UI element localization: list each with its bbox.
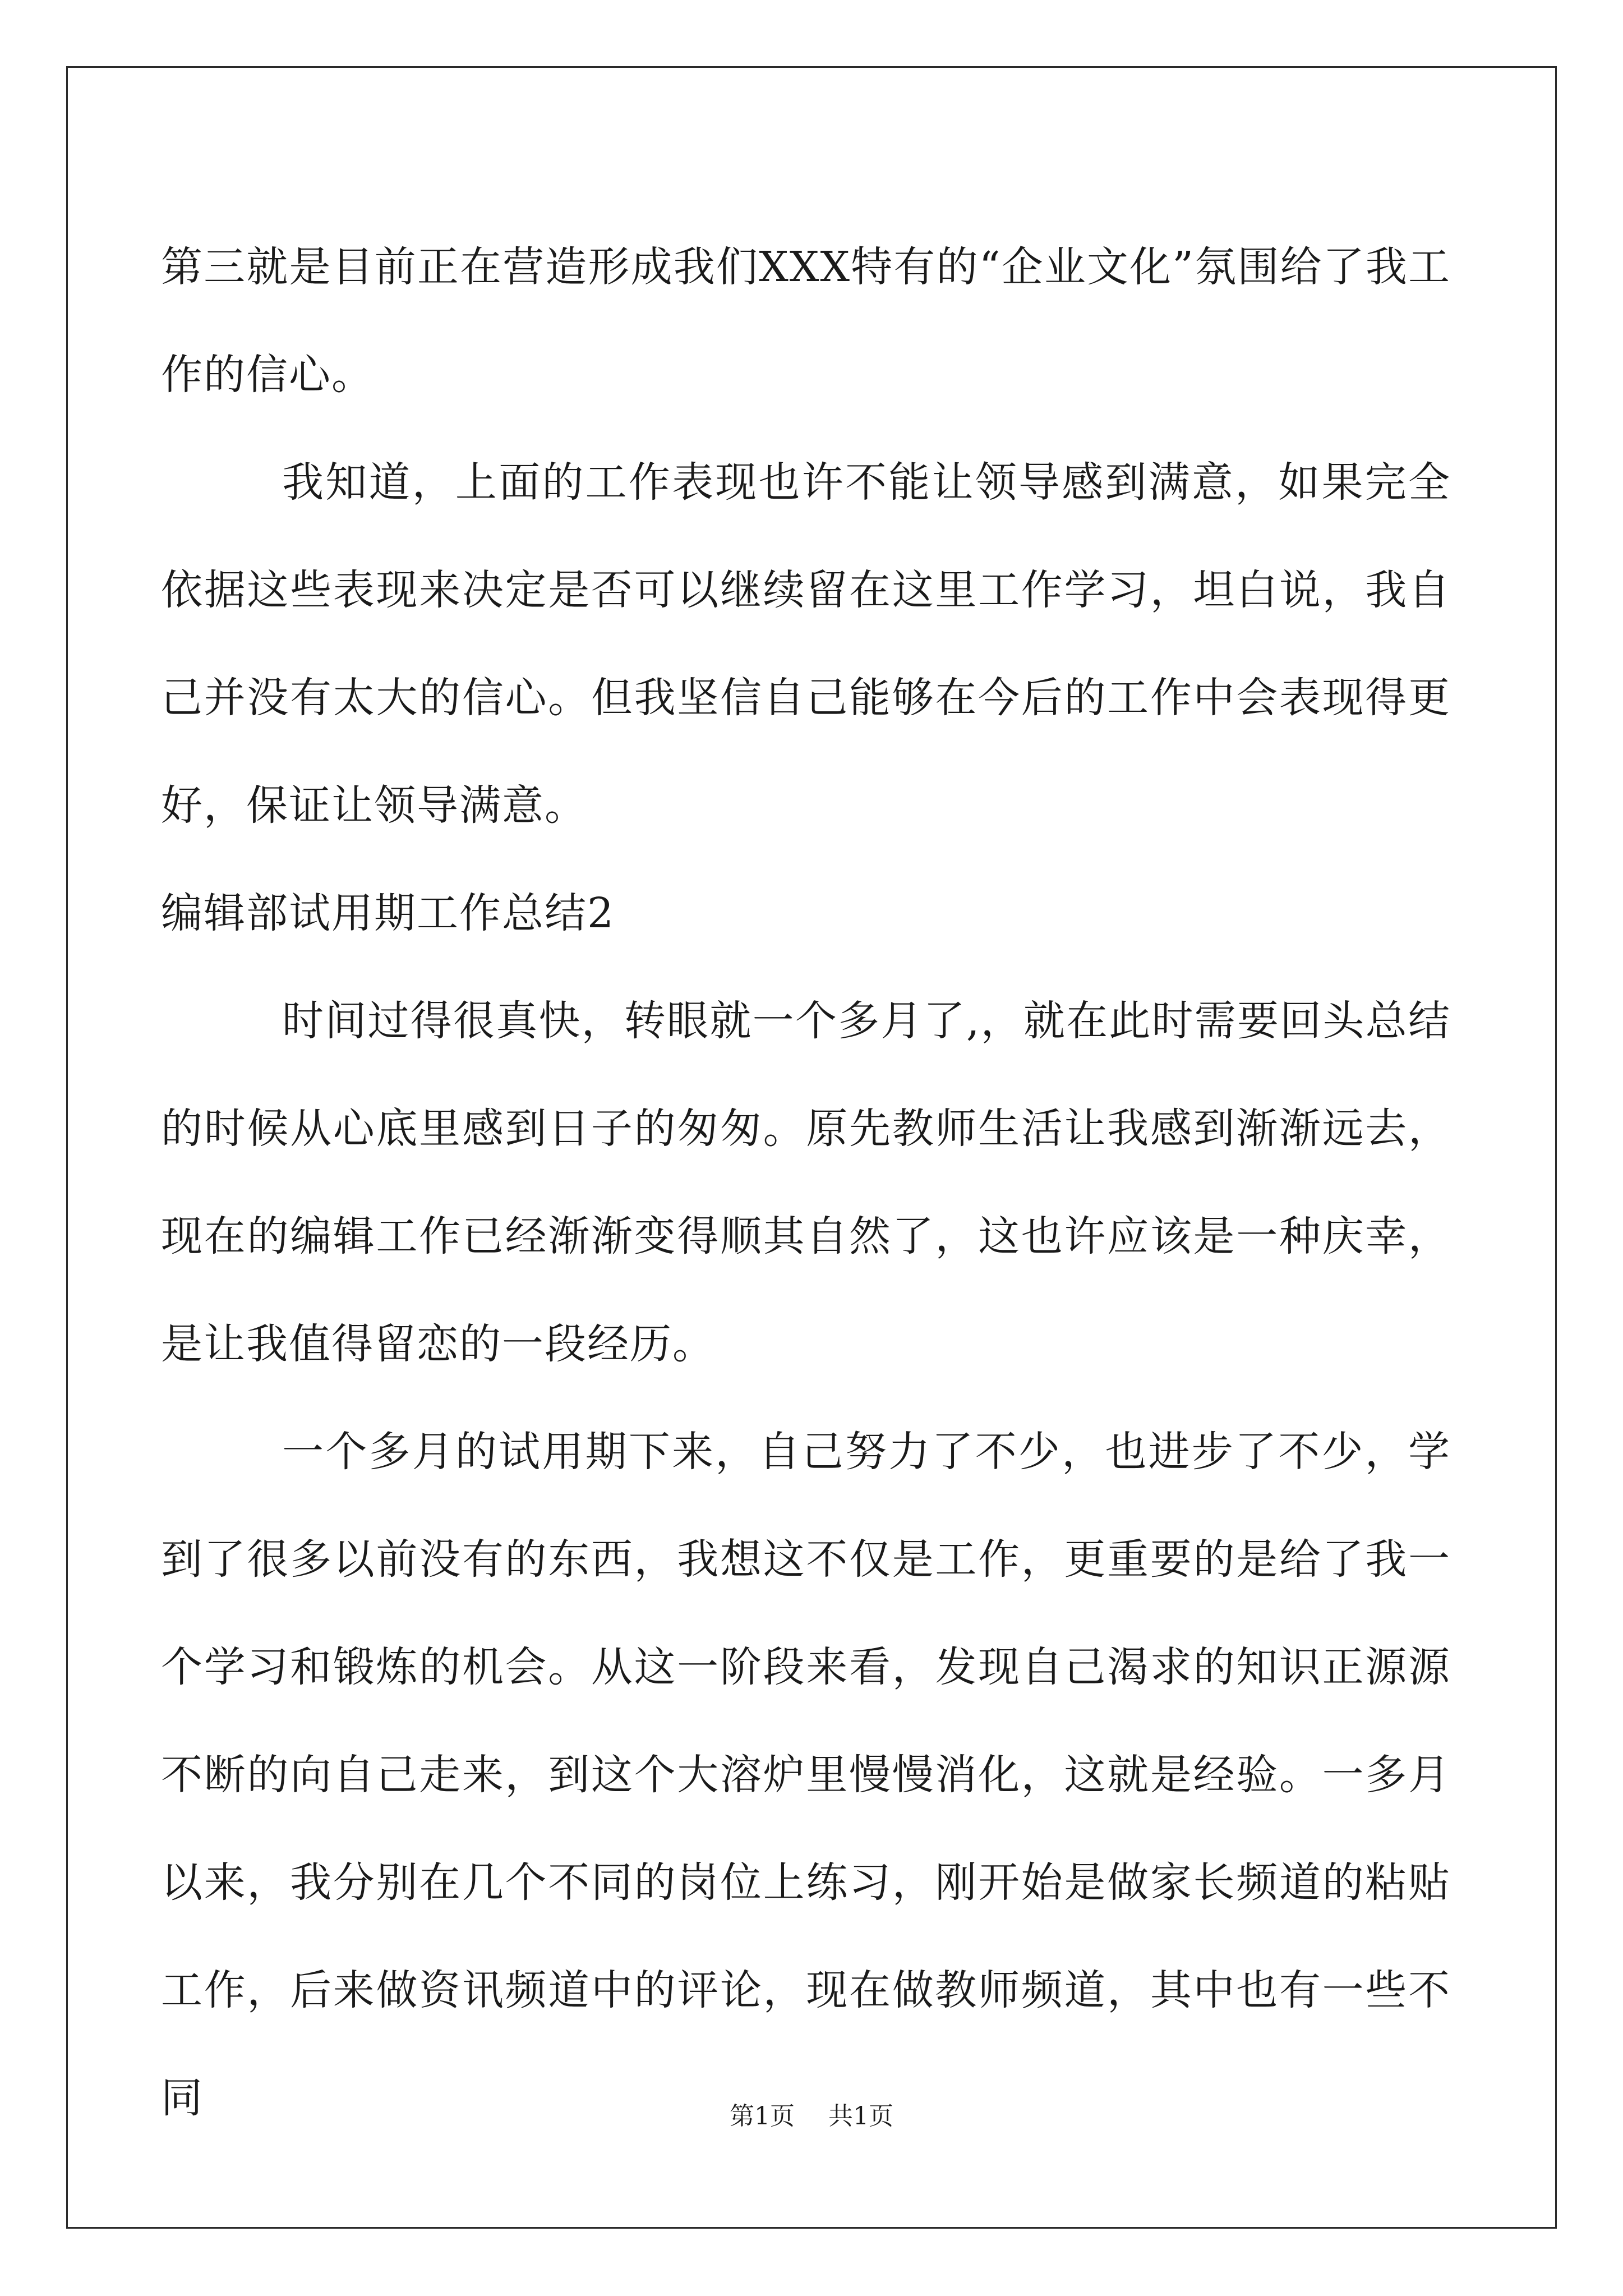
document-body xyxy=(161,213,1451,2152)
section-heading: 编辑部试用期工作总结2 xyxy=(161,889,615,937)
page-number: 第1页 xyxy=(730,2102,795,2131)
paragraph: 我知道，上面的工作表现也许不能让领导感到满意，如果完全依据这些表现来决定是否可以继续留在这里工作学习，坦白说，我自己并没有太大的信心。但我坚信自己能够在今后的工作中会表现得更好，保证让领导满意。 xyxy=(161,458,1451,830)
page-total: 共1页 xyxy=(828,2102,893,2131)
paragraph: 一个多月的试用期下来，自己努力了不少，也进步了不少，学到了很多以前没有的东西，我想这不仅是工作，更重要的是给了我一个学习和锻炼的机会。从这一阶段来看，发现自己渴求的知识正源源不断的向自己走来，到这个大溶炉里慢慢消化，这就是经验。一多月以来，我分别在几个不同的岗位上练习，刚开始是做家长频道的粘贴工作，后来做资讯频道中的评论，现在做教师频道，其中也有一些不同 xyxy=(161,1428,1451,2122)
paragraph-continuation: 第三就是目前正在营造形成我们XXX特有的“企业文化”氛围给了我工作的信心。 xyxy=(161,243,1451,399)
paragraph: 时间过得很真快，转眼就一个多月了,，就在此时需要回头总结的时候从心底里感到日子的匆匆。原先教师生活让我感到渐渐远去，现在的编辑工作已经渐渐变得顺其自然了，这也许应该是一种庆幸，是让我值得留恋的一段经历。 xyxy=(161,997,1451,1368)
page-footer xyxy=(0,2096,1623,2132)
